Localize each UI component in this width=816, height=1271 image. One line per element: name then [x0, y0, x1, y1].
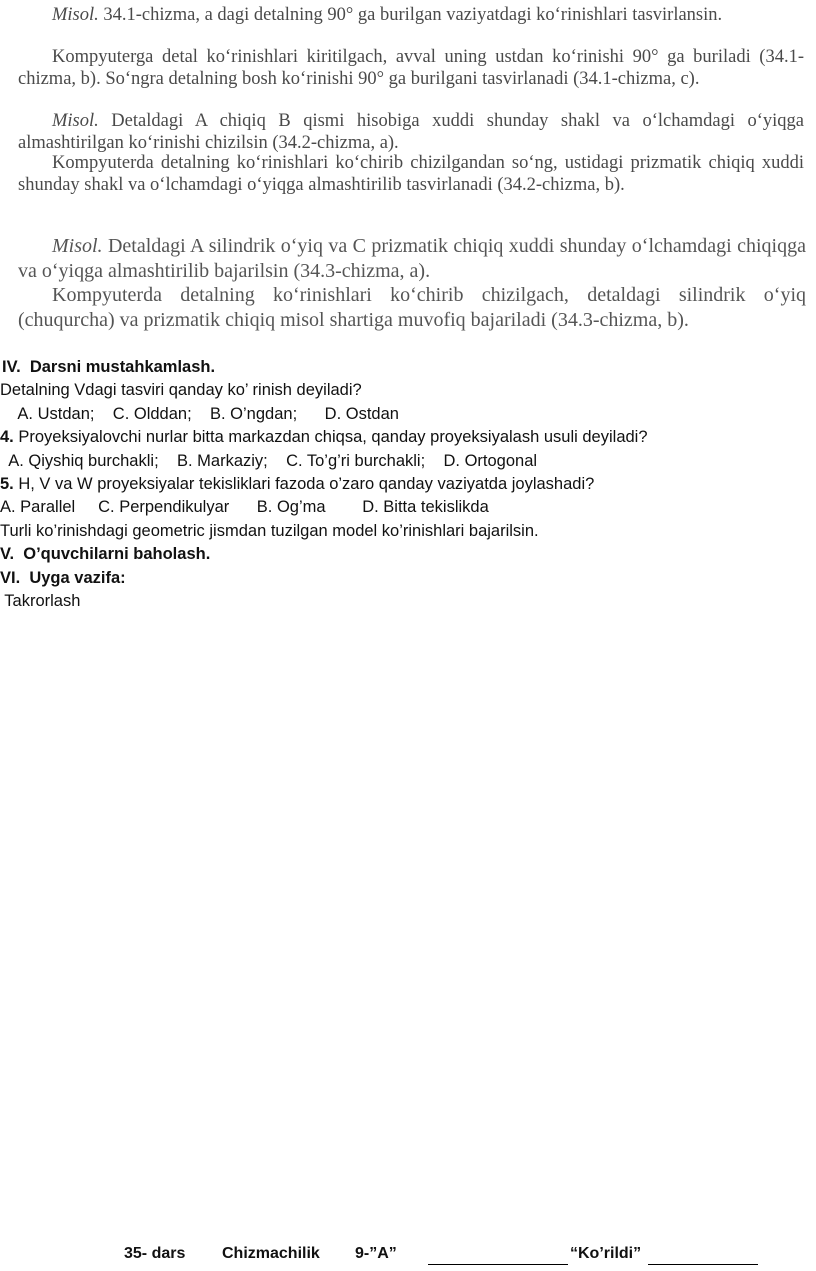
section-6-title: VI. Uyga vazifa: — [0, 568, 126, 587]
scan-text: Kompyuterda detalning ko‘rinishlari ko‘chirib chizilgach, detaldagi silindrik o‘yiq (chuqurcha) va prizmatik chiqiq misol shartiga muvofiq bajariladi (34.3-chizma, b). — [18, 284, 806, 331]
scan-text: Detaldagi A chiqiq B qismi hisobiga xuddi shunday shakl va o‘lchamdagi o‘yiqga almashtirilgan ko‘rinishi chizilsin (34.2-chizma, a). — [18, 111, 804, 153]
question-1: Detalning Vdagi tasviri qanday ko’ rinish deyiladi? — [0, 381, 362, 400]
question-5-options: A. Parallel C. Perpendikulyar B. Og’ma D. Bitta tekislikda — [0, 498, 489, 517]
scan-paragraph-1 — [18, 4, 804, 26]
misol-label: Misol. — [52, 5, 99, 25]
scan-text: 34.1-chizma, a dagi detalning 90° ga burilgan vaziyatdagi ko‘rinishlari tasvirlansin. — [103, 5, 723, 25]
signature-line-1 — [428, 1264, 568, 1265]
misol-label: Misol. — [52, 235, 103, 257]
question-5-text: H, V va W proyeksiyalar tekisliklari fazoda o’zaro qanday vaziyatda joylashadi? — [13, 475, 595, 494]
subject-name: Chizmachilik — [222, 1245, 320, 1262]
signature-line-2 — [648, 1264, 758, 1265]
scan-paragraph-2 — [18, 46, 804, 90]
scan-paragraph-4 — [18, 152, 804, 196]
scan-paragraph-5 — [18, 234, 806, 284]
question-4-text: Proyeksiyalovchi nurlar bitta markazdan chiqsa, qanday proyeksiyalash usuli deyiladi? — [13, 428, 648, 447]
class-name: 9-”A” — [355, 1245, 397, 1262]
practical-task: Turli ko’rinishdagi geometric jismdan tuzilgan model ko’rinishlari bajarilsin. — [0, 521, 539, 540]
question-4 — [0, 426, 816, 449]
scan-paragraph-3 — [18, 110, 804, 154]
question-5 — [0, 473, 816, 496]
scan-text: Detaldagi A silindrik o‘yiq va C prizmatik chiqiq xuddi shunday o‘lchamdagi chiqiqga va o‘yiqga almashtirilib bajarilsin (34.3-chizma, a). — [18, 235, 806, 282]
scan-text: Kompyuterda detalning ko‘rinishlari ko‘chirib chizilgandan so‘ng, ustidagi prizmatik chiqiq xuddi shunday shakl va o‘lchamdagi o‘yiqga almashtirilib tasvirlanadi (34.2-chizma, b). — [18, 153, 804, 195]
section-5-title: V. O’quvchilarni baholash. — [0, 545, 211, 564]
question-4-number: 4. — [0, 428, 14, 447]
question-4-options: A. Qiyshiq burchakli; B. Markaziy; C. To’g’ri burchakli; D. Ortogonal — [0, 451, 538, 470]
homework-text: Takrorlash — [0, 592, 81, 611]
lesson-body — [0, 356, 816, 613]
question-5-number: 5. — [0, 475, 14, 494]
misol-label: Misol. — [52, 111, 99, 131]
seen-label: “Ko’rildi” — [570, 1245, 642, 1262]
scan-text: Kompyuterga detal ko‘rinishlari kiritilgach, avval uning ustdan ko‘rinishi 90° ga buriladi (34.1-chizma, b). So‘ngra detalning bosh ko‘rinishi 90° ga burilgani tasvirlanadi (34.1-chizma, c). — [18, 47, 804, 89]
lesson-number: 35- dars — [124, 1245, 186, 1262]
question-1-options: A. Ustdan; C. Olddan; B. O’ngdan; D. Ostdan — [0, 404, 399, 423]
scan-paragraph-6 — [18, 283, 806, 333]
section-4-title: IV. Darsni mustahkamlash. — [2, 358, 216, 376]
scanned-textbook-excerpt — [0, 0, 816, 352]
page-footer — [0, 1245, 816, 1271]
